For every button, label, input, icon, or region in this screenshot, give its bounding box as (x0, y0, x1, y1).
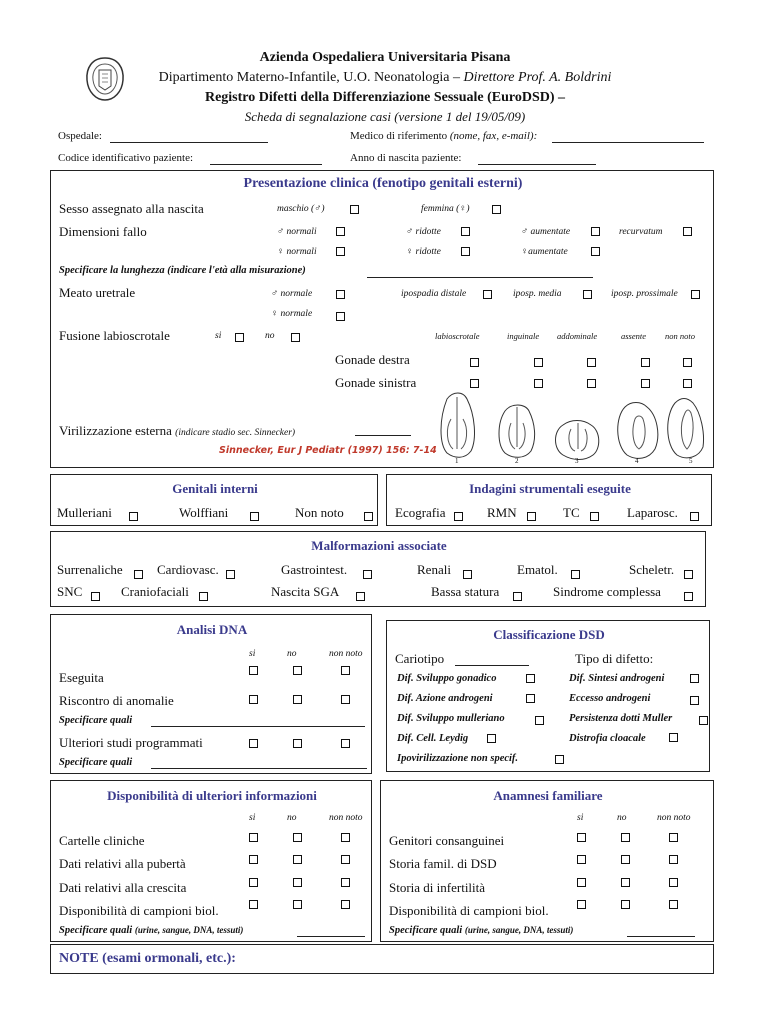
genitali-title: Genitali interni (172, 481, 258, 496)
anam-campioni-no[interactable] (621, 900, 630, 909)
disp-item-label: Dati relativi alla pubertà (59, 856, 186, 871)
rmn-checkbox[interactable] (527, 512, 536, 521)
specificare-lunghezza-label: Specificare la lunghezza (indicare l'età alla misurazione) (59, 265, 306, 276)
fusione-si-label: si (215, 331, 222, 341)
classificazione-title: Classificazione DSD (493, 627, 605, 642)
right-defect-label: Eccesso androgeni (569, 693, 651, 704)
anomalie-si[interactable] (249, 695, 258, 704)
sviluppo-mulleriano-checkbox[interactable] (535, 716, 544, 725)
persistenza-dotti-checkbox[interactable] (699, 716, 708, 725)
nascita-sga-checkbox[interactable] (356, 592, 365, 601)
m-normali-checkbox[interactable] (336, 227, 345, 236)
anam-col-no: no (617, 813, 627, 823)
right-defect-label: Dif. Sintesi androgeni (569, 673, 665, 684)
anam-specificare-text: Specificare quali (389, 925, 463, 936)
dna-col-non-noto: non noto (329, 649, 363, 659)
cariotipo-label: Cariotipo (395, 651, 445, 666)
ipo-prossimale-checkbox[interactable] (691, 290, 700, 299)
maschio-label: maschio (♂) (277, 204, 325, 214)
ipovirilizzazione-checkbox[interactable] (555, 755, 564, 764)
puberta-no[interactable] (293, 855, 302, 864)
ospedale-label: Ospedale: (58, 130, 102, 142)
presentazione-section (50, 170, 714, 468)
sindrome-label: Sindrome complessa (553, 584, 661, 599)
m-aumentate-checkbox[interactable] (591, 227, 600, 236)
stage-label: 3 (575, 457, 579, 465)
wolffiani-checkbox[interactable] (250, 512, 259, 521)
ipo-distale-label: ipospadia distale (401, 289, 467, 299)
presentazione-title: Presentazione clinica (fenotipo genitali esterni) (243, 176, 523, 191)
campioni-non-noto[interactable] (341, 900, 350, 909)
indagini-title: Indagini strumentali eseguite (469, 481, 631, 496)
f-ridotte-checkbox[interactable] (461, 247, 470, 256)
gonade-col-label: assente (621, 331, 647, 341)
right-defect-label: Distrofia cloacale (569, 733, 646, 744)
recurvatum-checkbox[interactable] (683, 227, 692, 236)
distrofia-cloacale-checkbox[interactable] (669, 733, 678, 742)
malformazioni-section (50, 531, 706, 607)
eseguita-non-noto[interactable] (341, 666, 350, 675)
disponibilita-section (50, 780, 372, 942)
sesso-label: Sesso assegnato alla nascita (59, 201, 204, 216)
non-noto-checkbox[interactable] (364, 512, 373, 521)
campioni-no[interactable] (293, 900, 302, 909)
tipo-label: Tipo di difetto: (575, 651, 654, 666)
eseguita-si[interactable] (249, 666, 258, 675)
anamnesi-title: Anamnesi familiare (493, 788, 603, 803)
medico-hint: (nome, fax, e-mail): (449, 130, 538, 142)
f-aumentate-label: ♀aumentate (521, 247, 568, 257)
f-ridotte-label: ♀ ridotte (406, 247, 441, 257)
fusione-label: Fusione labioscrotale (59, 328, 170, 343)
dna-col-no: no (287, 649, 297, 659)
gonade-destra-assente[interactable] (641, 358, 650, 367)
craniofaciali-label: Craniofaciali (121, 584, 189, 599)
eseguita-no[interactable] (293, 666, 302, 675)
azione-androgeni-checkbox[interactable] (526, 694, 535, 703)
right-defect-label: Persistenza dotti Muller (569, 713, 673, 724)
gonade-col-label: labioscrotale (435, 331, 480, 341)
sviluppo-gonadico-checkbox[interactable] (526, 674, 535, 683)
consanguinei-no[interactable] (621, 833, 630, 842)
gastrointest-label: Gastrointest. (281, 562, 348, 577)
anomalie-no[interactable] (293, 695, 302, 704)
non-noto-label: Non noto (295, 505, 344, 520)
virilizzazione-field[interactable] (355, 435, 411, 436)
medico-label (350, 130, 537, 142)
surrenaliche-label: Surrenaliche (57, 562, 123, 577)
snc-checkbox[interactable] (91, 592, 100, 601)
bassa-statura-checkbox[interactable] (513, 592, 522, 601)
note-section[interactable] (50, 944, 714, 974)
anam-item-label: Disponibilità di campioni biol. (389, 903, 549, 918)
cartelle-si[interactable] (249, 833, 258, 842)
eseguita-label: Eseguita (59, 670, 104, 685)
left-defect-label: Dif. Cell. Leydig (397, 733, 469, 744)
gastrointest-checkbox[interactable] (363, 570, 372, 579)
crescita-si[interactable] (249, 878, 258, 887)
anam-item-label: Genitori consanguinei (389, 833, 505, 848)
disp-col-no: no (287, 813, 297, 823)
snc-label: SNC (57, 584, 83, 599)
cardiovasc-checkbox[interactable] (226, 570, 235, 579)
anam-specificare-field[interactable] (627, 936, 695, 937)
nascita-sga-label: Nascita SGA (271, 584, 340, 599)
renali-label: Renali (417, 562, 451, 577)
meato-m-checkbox[interactable] (336, 290, 345, 299)
scheletr-checkbox[interactable] (684, 570, 693, 579)
cardiovasc-label: Cardiovasc. (157, 562, 219, 577)
gonade-col-label: addominale (557, 331, 598, 341)
gonade-col-label: non noto (665, 331, 695, 341)
recurvatum-label: recurvatum (619, 227, 663, 237)
anno-field[interactable] (478, 164, 596, 165)
registry-title: Registro Difetti della Differenziazione Sessuale (EuroDSD) – (204, 90, 566, 105)
fusione-no-checkbox[interactable] (291, 333, 300, 342)
stage-label: 1 (455, 457, 459, 465)
dna-title: Analisi DNA (176, 622, 248, 637)
gonade-sinistra-labioscrotale[interactable] (470, 379, 479, 388)
dna-col-si: si (249, 649, 256, 659)
m-ridotte-label: ♂ ridotte (406, 227, 441, 237)
ipo-media-checkbox[interactable] (583, 290, 592, 299)
anomalie-non-noto[interactable] (341, 695, 350, 704)
gonade-sinistra-label: Gonade sinistra (335, 375, 417, 390)
sindrome-checkbox[interactable] (684, 592, 693, 601)
gonade-sinistra-non-noto[interactable] (683, 379, 692, 388)
mulleriani-checkbox[interactable] (129, 512, 138, 521)
puberta-non-noto[interactable] (341, 855, 350, 864)
crescita-no[interactable] (293, 878, 302, 887)
renali-checkbox[interactable] (463, 570, 472, 579)
lunghezza-field[interactable] (367, 277, 593, 278)
medico-field[interactable] (552, 142, 704, 143)
stage-label: 5 (689, 457, 693, 465)
classificazione-section (386, 620, 710, 772)
sinnecker-citation: Sinnecker, Eur J Pediatr (1997) 156: 7-14 (219, 445, 437, 456)
gonade-destra-addominale[interactable] (587, 358, 596, 367)
dna-specificare-field[interactable] (151, 726, 365, 727)
disp-col-si: si (249, 813, 256, 823)
genitali-interni-section (50, 474, 378, 526)
department-director: Direttore Prof. A. Boldrini (463, 70, 612, 85)
infertilita-non-noto[interactable] (669, 878, 678, 887)
ulteriori-non-noto[interactable] (341, 739, 350, 748)
laparosc-label: Laparosc. (627, 505, 678, 520)
anam-item-label: Storia famil. di DSD (389, 856, 497, 871)
gonade-destra-non-noto[interactable] (683, 358, 692, 367)
ematol-label: Ematol. (517, 562, 558, 577)
storia-dsd-si[interactable] (577, 855, 586, 864)
campioni-si[interactable] (249, 900, 258, 909)
ipo-media-label: iposp. media (513, 289, 562, 299)
ipo-prossimale-label: iposp. prossimale (611, 289, 678, 299)
codice-field[interactable] (210, 164, 322, 165)
note-label: NOTE (esami ormonali, etc.): (59, 951, 236, 966)
stage-label: 4 (635, 457, 639, 465)
storia-dsd-non-noto[interactable] (669, 855, 678, 864)
org-name: Azienda Ospedaliera Universitaria Pisana (259, 50, 511, 65)
cartelle-no[interactable] (293, 833, 302, 842)
gonade-sinistra-addominale[interactable] (587, 379, 596, 388)
m-ridotte-checkbox[interactable] (461, 227, 470, 236)
sintesi-androgeni-checkbox[interactable] (690, 674, 699, 683)
medico-text: Medico di riferimento (350, 130, 448, 142)
fallo-label: Dimensioni fallo (59, 224, 147, 239)
femmina-label: femmina (♀) (421, 204, 470, 214)
cariotipo-field[interactable] (455, 665, 529, 666)
ecografia-checkbox[interactable] (454, 512, 463, 521)
virilizzazione-hint: (indicare stadio sec. Sinnecker) (175, 428, 296, 438)
wolffiani-label: Wolffiani (179, 505, 229, 520)
mulleriani-label: Mulleriani (57, 505, 112, 520)
dna-specificare2-label: Specificare quali (59, 757, 133, 768)
disponibilita-title: Disponibilità di ulteriori informazioni (107, 788, 317, 803)
f-normali-label: ♀ normali (277, 247, 317, 257)
femmina-checkbox[interactable] (492, 205, 501, 214)
tc-checkbox[interactable] (590, 512, 599, 521)
infertilita-si[interactable] (577, 878, 586, 887)
left-defect-label: Dif. Sviluppo mulleriano (397, 713, 505, 724)
ipovirilizzazione-label: Ipovirilizzazione non specif. (397, 753, 519, 764)
fusione-no-label: no (265, 331, 275, 341)
puberta-si[interactable] (249, 855, 258, 864)
bassa-statura-label: Bassa statura (431, 584, 500, 599)
department-name: Dipartimento Materno-Infantile, U.O. Neonatologia – (158, 70, 464, 85)
consanguinei-non-noto[interactable] (669, 833, 678, 842)
disp-col-non-noto: non noto (329, 813, 363, 823)
virilizzazione-text: Virilizzazione esterna (59, 423, 172, 438)
cell-leydig-checkbox[interactable] (487, 734, 496, 743)
ulteriori-label: Ulteriori studi programmati (59, 735, 203, 750)
crescita-non-noto[interactable] (341, 878, 350, 887)
rmn-label: RMN (487, 505, 517, 520)
ulteriori-si[interactable] (249, 739, 258, 748)
anam-item-label: Storia di infertilità (389, 880, 486, 895)
eccesso-androgeni-checkbox[interactable] (690, 696, 699, 705)
meato-label: Meato uretrale (59, 285, 136, 300)
tc-label: TC (563, 505, 580, 520)
disp-specificare-text: Specificare quali (59, 925, 133, 936)
indagini-section (386, 474, 712, 526)
m-aumentate-label: ♂ aumentate (521, 227, 571, 237)
f-aumentate-checkbox[interactable] (591, 247, 600, 256)
laparosc-checkbox[interactable] (690, 512, 699, 521)
ospedale-field[interactable] (110, 142, 268, 143)
malformazioni-title: Malformazioni associate (311, 538, 447, 553)
consanguinei-si[interactable] (577, 833, 586, 842)
anno-label: Anno di nascita paziente: (350, 152, 462, 164)
m-normali-label: ♂ normali (277, 227, 317, 237)
left-defect-label: Dif. Azione androgeni (397, 693, 493, 704)
gonade-destra-labioscrotale[interactable] (470, 358, 479, 367)
infertilita-no[interactable] (621, 878, 630, 887)
gonade-col-label: inguinale (507, 331, 540, 341)
craniofaciali-checkbox[interactable] (199, 592, 208, 601)
ulteriori-no[interactable] (293, 739, 302, 748)
disp-item-label: Disponibilità di campioni biol. (59, 903, 219, 918)
f-normali-checkbox[interactable] (336, 247, 345, 256)
department (0, 70, 770, 86)
sinnecker-stages-illustration (435, 389, 705, 467)
dna-specificare-label: Specificare quali (59, 715, 133, 726)
maschio-checkbox[interactable] (350, 205, 359, 214)
virilizzazione-label (59, 423, 295, 439)
form-version: Scheda di segnalazione casi (versione 1 del 19/05/09) (244, 109, 526, 124)
meato-f-label: ♀ normale (271, 309, 313, 319)
ecografia-label: Ecografia (395, 505, 446, 520)
anam-col-si: si (577, 813, 584, 823)
anomalie-label: Riscontro di anomalie (59, 693, 174, 708)
scheletr-label: Scheletr. (629, 562, 675, 577)
meato-f-checkbox[interactable] (336, 312, 345, 321)
anam-campioni-si[interactable] (577, 900, 586, 909)
fusione-si-checkbox[interactable] (235, 333, 244, 342)
anam-campioni-non-noto[interactable] (669, 900, 678, 909)
meato-m-label: ♂ normale (271, 289, 313, 299)
dna-section (50, 614, 372, 774)
ematol-checkbox[interactable] (571, 570, 580, 579)
gonade-sinistra-inguinale[interactable] (534, 379, 543, 388)
disp-item-label: Dati relativi alla crescita (59, 880, 187, 895)
anam-col-non-noto: non noto (657, 813, 691, 823)
anam-specificare-label (389, 925, 573, 936)
cartelle-non-noto[interactable] (341, 833, 350, 842)
disp-item-label: Cartelle cliniche (59, 833, 145, 848)
disp-specificare-field[interactable] (297, 936, 365, 937)
gonade-destra-label: Gonade destra (335, 352, 410, 367)
left-defect-label: Dif. Sviluppo gonadico (397, 673, 497, 684)
disp-specificare-hint: (urine, sangue, DNA, tessuti) (134, 925, 244, 935)
stage-label: 2 (515, 457, 519, 465)
surrenaliche-checkbox[interactable] (134, 570, 143, 579)
anam-specificare-hint: (urine, sangue, DNA, tessuti) (464, 925, 574, 935)
storia-dsd-no[interactable] (621, 855, 630, 864)
disp-specificare-label (59, 925, 243, 936)
ipo-distale-checkbox[interactable] (483, 290, 492, 299)
dna-specificare2-field[interactable] (151, 768, 367, 769)
codice-label: Codice identificativo paziente: (58, 152, 194, 164)
anamnesi-section (380, 780, 714, 942)
gonade-sinistra-assente[interactable] (641, 379, 650, 388)
gonade-destra-inguinale[interactable] (534, 358, 543, 367)
